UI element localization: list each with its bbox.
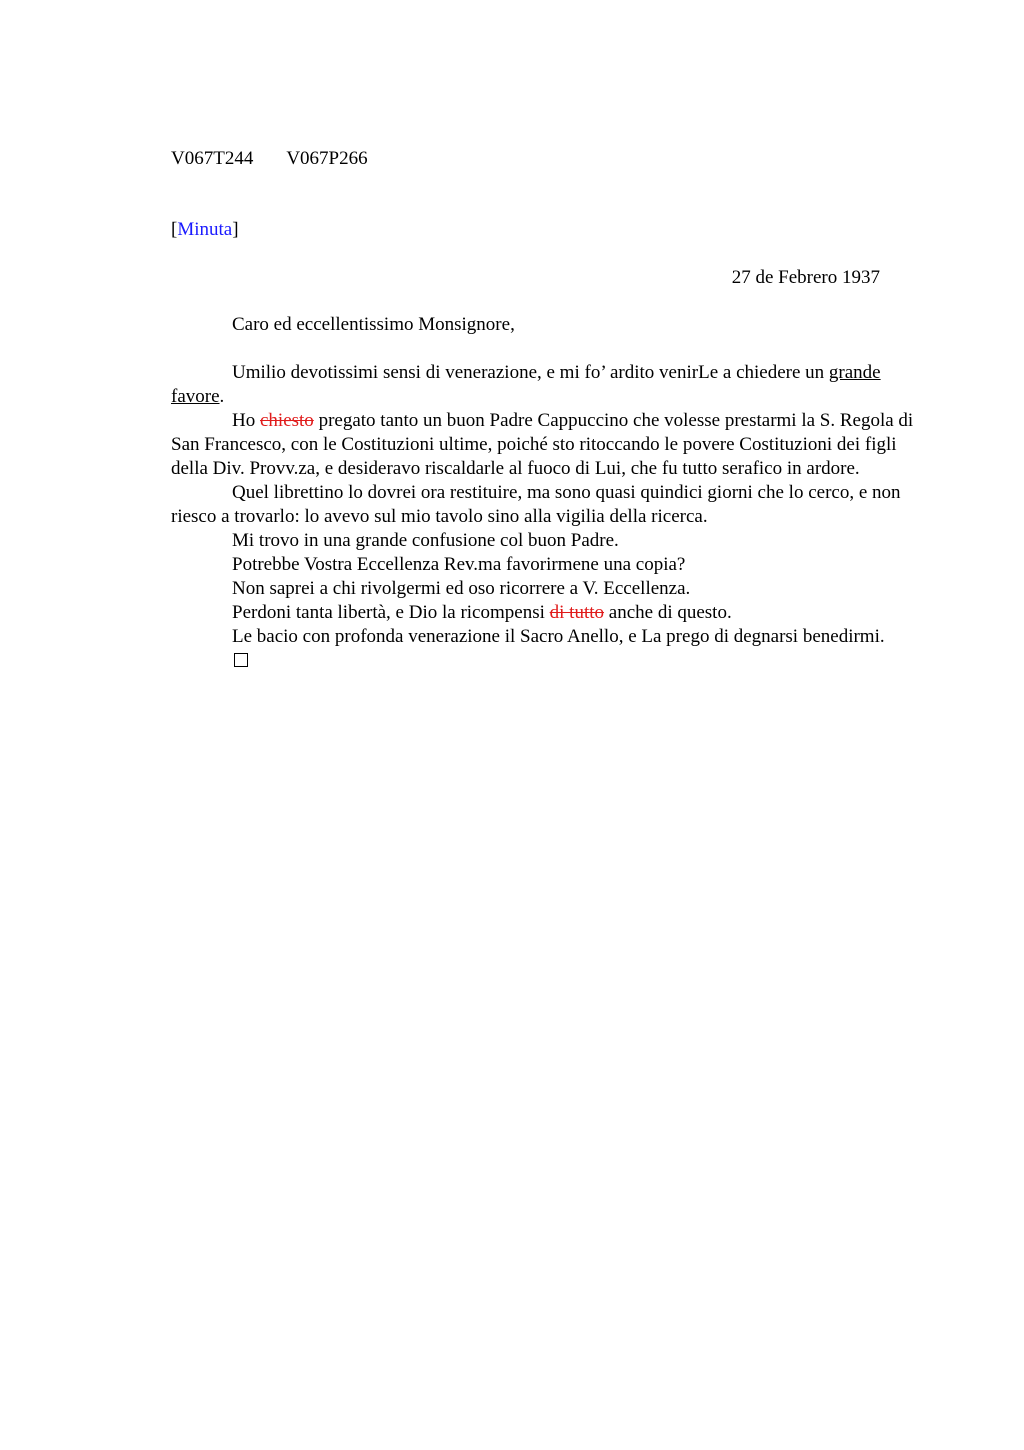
paragraph-2 — [171, 409, 927, 481]
empty-square-icon — [234, 653, 248, 667]
paragraph-1 — [171, 361, 927, 409]
paragraph-7-end: anche di questo. — [604, 602, 732, 623]
struck-text: di tutto — [549, 602, 605, 623]
letter-salutation: Caro ed eccellentissimo Monsignore, — [232, 314, 515, 335]
paragraph-4: Mi trovo in una grande confusione col buon Padre. — [232, 530, 619, 551]
letter-body — [171, 361, 927, 673]
minuta-label — [171, 218, 239, 242]
minuta-link[interactable]: Minuta — [177, 219, 233, 240]
struck-text: chiesto — [259, 410, 314, 431]
paragraph-1-end: . — [219, 386, 225, 407]
paragraph-5: Potrebbe Vostra Eccellenza Rev.ma favorirmene una copia? — [232, 554, 686, 575]
document-codes — [171, 147, 368, 171]
close-bracket: ] — [232, 219, 239, 240]
letter-date: 27 de Febrero 1937 — [731, 267, 880, 288]
end-marker — [232, 649, 927, 673]
paragraph-1-text: Umilio devotissimi sensi di venerazione, e mi fo’ ardito venirLe a chiedere un — [232, 362, 829, 383]
paragraph-3: Quel librettino lo dovrei ora restituire, ma sono quasi quindici giorni che lo cerco, e non riesco a trovarlo: lo avevo sul mio tavolo sino alla vigilia della ricerca. — [171, 482, 901, 527]
paragraph-7-start: Perdoni tanta libertà, e Dio la ricompensi — [232, 602, 550, 623]
paragraph-8: Le bacio con profonda venerazione il Sacro Anello, e La prego di degnarsi benedirmi. — [232, 626, 885, 647]
paragraph-7 — [171, 601, 927, 625]
code-volume-p: V067P266 — [286, 148, 368, 169]
paragraph-2-text: pregato tanto un buon Padre Cappuccino che volesse prestarmi la S. Regola di San Francesco, con le Costituzioni ultime, poiché sto ritoccando le povere Costituzioni dei figli della Div. Provv.za, e desideravo riscaldarle al fuoco di Lui, che fu tutto serafico in ardore. — [171, 410, 914, 479]
open-bracket: [ — [171, 219, 178, 240]
code-volume-t: V067T244 — [171, 148, 254, 169]
underlined-text: grande favore — [171, 362, 881, 407]
paragraph-2-start: Ho — [232, 410, 260, 431]
paragraph-6: Non saprei a chi rivolgermi ed oso ricorrere a V. Eccellenza. — [232, 578, 691, 599]
